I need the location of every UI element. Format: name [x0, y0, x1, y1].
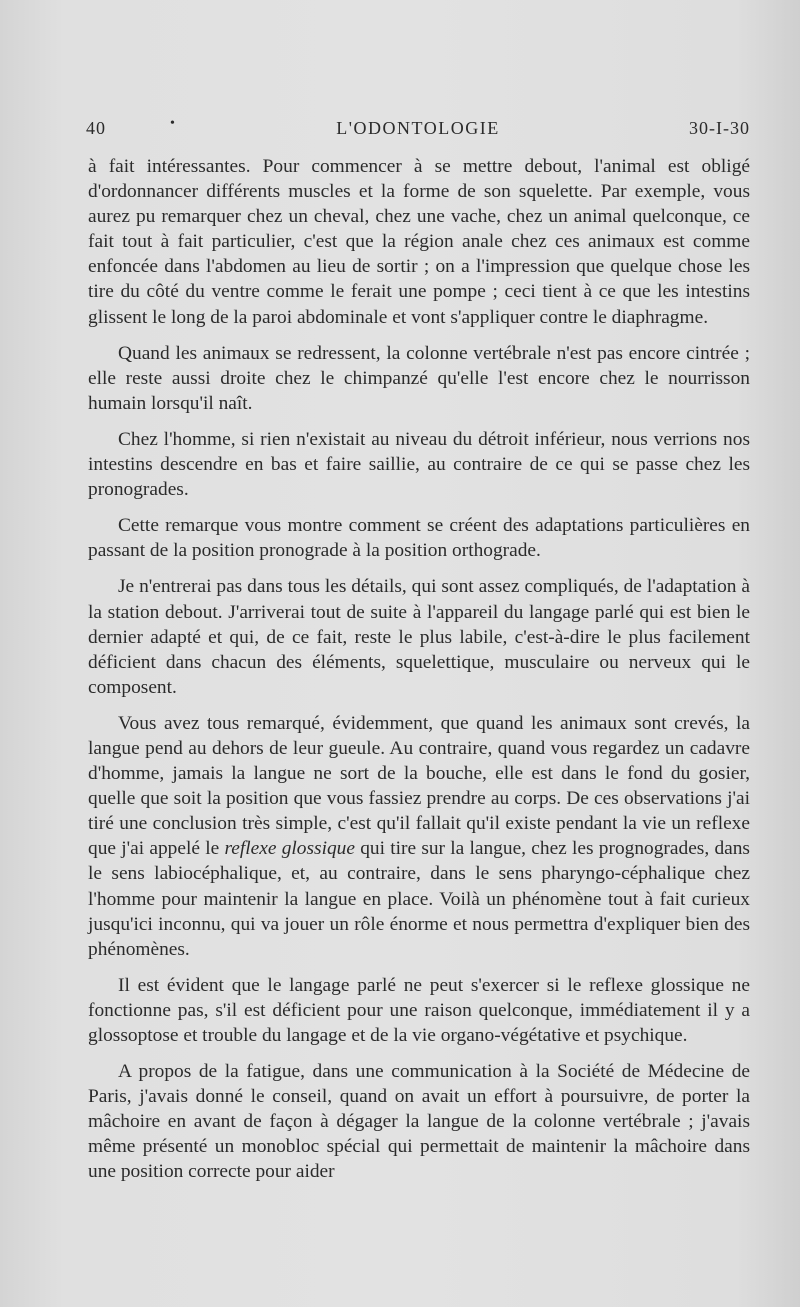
- paragraph-6-text-b: qui tire sur la langue, chez les prognogrades, dans le sens labiocéphalique, et, au contraire, dans le sens pharyngo-céphalique chez l'homme pour maintenir la langue en place. Voilà un phénomène tout à fait curieux jusqu'ici inconnu, qui va jouer un rôle énorme et nous permettra d'expliquer bien des phénomènes.: [88, 838, 750, 960]
- paragraph-6: [88, 711, 750, 962]
- paragraph-4: Cette remarque vous montre comment se créent des adaptations particulières en passant de la position pronograde à la position orthograde.: [88, 515, 750, 562]
- article-body: [88, 154, 750, 1196]
- paragraph-6-text-a: Vous avez tous remarqué, évidemment, que quand les animaux sont crevés, la langue pend au dehors de leur gueule. Au contraire, quand vous regardez un cadavre d'homme, jamais la langue ne sort de la bouche, elle est dans le fond du gosier, quelle que soit la position que vous fassiez prendre au corps. De ces observations j'ai tiré une conclusion très simple, c'est qu'il fallait qu'il existe pendant la vie un reflexe que j'ai appelé le: [88, 712, 750, 860]
- paragraph-2: Quand les animaux se redressent, la colonne vertébrale n'est pas encore cintrée ; elle reste aussi droite chez le chimpanzé qu'elle l'est encore chez le nourrisson humain lorsqu'il naît.: [88, 342, 750, 414]
- running-header: [86, 118, 750, 146]
- paragraph-3: Chez l'homme, si rien n'existait au niveau du détroit inférieur, nous verrions nos intestins descendre en bas et faire saillie, au contraire de ce qui se passe chez les pronogrades.: [88, 428, 750, 501]
- paragraph-5: Je n'entrerai pas dans tous les détails, qui sont assez compliqués, de l'adaptation à la station debout. J'arriverai tout de suite à l'appareil du langage parlé qui est bien le dernier adapté et qui, de ce fait, reste le plus labile, c'est-à-dire le plus facilement déficient dans chacun des éléments, squelettique, musculaire ou nerveux qui le composent.: [88, 576, 750, 698]
- term-reflexe-glossique: reflexe glossique: [224, 838, 355, 860]
- page-number: 40: [86, 118, 106, 138]
- header-mark: •: [170, 116, 176, 131]
- issue-date: 30-I-30: [689, 118, 750, 138]
- journal-title: L'ODONTOLOGIE: [336, 118, 500, 138]
- paragraph-1: à fait intéressantes. Pour commencer à se mettre debout, l'animal est obligé d'ordonnancer différents muscles et la forme de son squelette. Par exemple, vous aurez pu remarquer chez un cheval, chez une vache, chez un animal quelconque, ce fait tout à fait particulier, c'est que la région anale chez ces animaux est comme enfoncée dans l'abdomen au lieu de sortir ; on a l'impression que quelque chose les tire du côté du ventre comme le ferait une pompe ; ceci tient à ce que les intestins glissent le long de la paroi abdominale et vont s'appliquer contre le diaphragme.: [88, 156, 750, 328]
- paragraph-8: A propos de la fatigue, dans une communication à la Société de Médecine de Paris, j'avais donné le conseil, quand on avait un effort à poursuivre, de porter la mâchoire en avant de façon à dégager la langue de la colonne vertébrale ; j'avais même présenté un monobloc spécial qui permettait de maintenir la mâchoire dans une position correcte pour aider: [88, 1061, 750, 1183]
- paragraph-7: Il est évident que le langage parlé ne peut s'exercer si le reflexe glossique ne fonctionne pas, s'il est déficient pour une raison quelconque, immédiatement il y a glossoptose et trouble du langage et de la vie organo-végétative et psychique.: [88, 974, 750, 1046]
